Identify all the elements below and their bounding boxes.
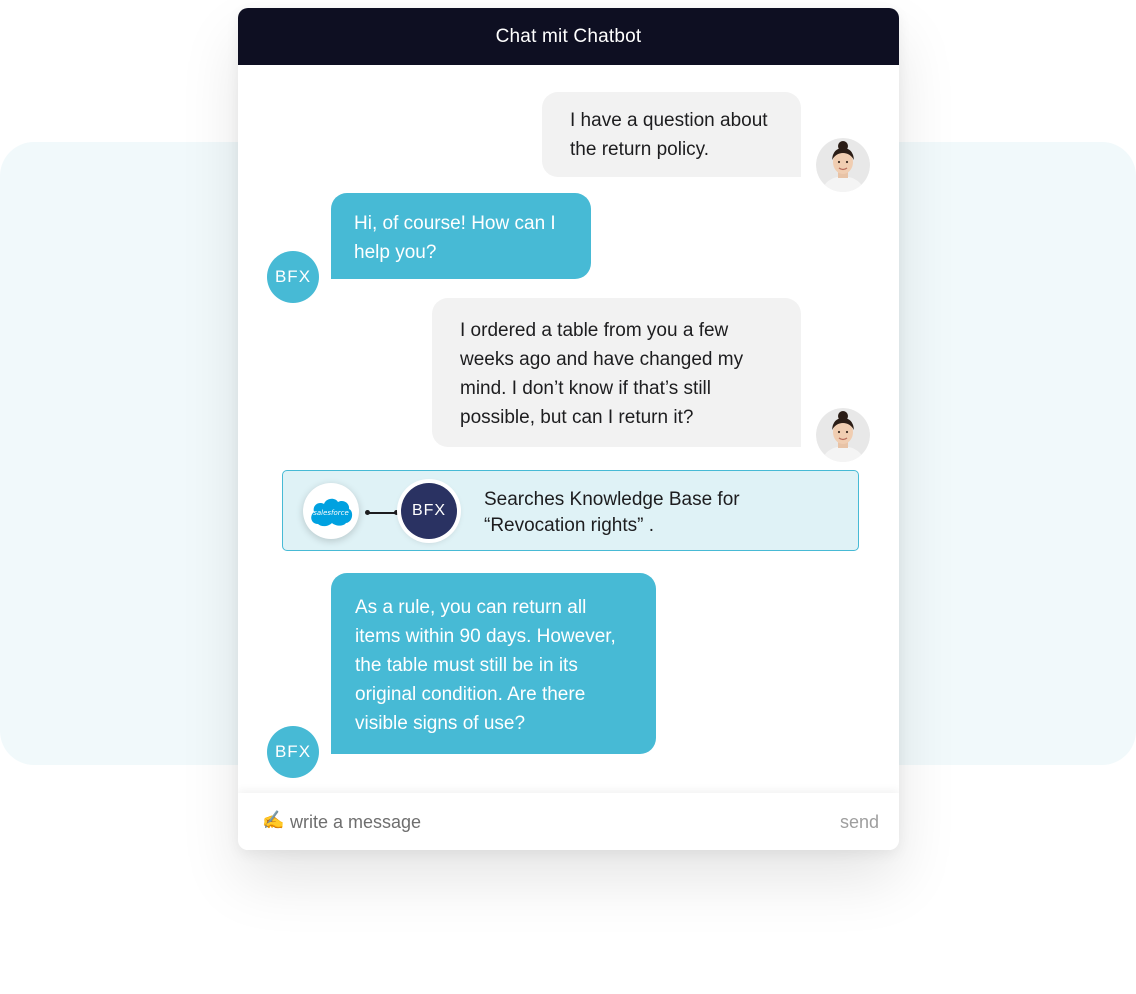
- send-button[interactable]: send: [840, 807, 879, 837]
- bot-message-bubble: [331, 573, 656, 754]
- user-message-bubble: [542, 92, 801, 177]
- user-avatar: [816, 138, 870, 192]
- bot-integration-badge: [401, 483, 457, 539]
- connector-line-icon: [367, 512, 397, 514]
- bot-avatar-label: BFX: [274, 267, 312, 286]
- user-avatar-icon: [816, 138, 870, 192]
- message-composer: [238, 793, 899, 850]
- chat-header: [238, 8, 899, 65]
- chat-title: Chat mit Chatbot: [495, 25, 642, 47]
- message-text: As a rule, you can return all items within 90 days. However, the table must still be in its original condition. Are there visible signs of use?: [355, 597, 616, 734]
- bot-avatar: [267, 726, 319, 778]
- knowledge-base-search-card: [282, 470, 859, 551]
- user-avatar-icon: [816, 408, 870, 462]
- salesforce-logo-icon: [308, 494, 354, 528]
- message-input[interactable]: [262, 807, 782, 837]
- bot-integration-label: BFX: [411, 502, 447, 519]
- chat-window: [238, 8, 899, 850]
- message-text: Hi, of course! How can I help you?: [354, 213, 556, 263]
- user-message-bubble: [432, 298, 801, 447]
- user-avatar: [816, 408, 870, 462]
- salesforce-badge: [303, 483, 359, 539]
- bot-avatar-label: BFX: [274, 742, 312, 761]
- bot-message-bubble: [331, 193, 591, 279]
- writing-hand-icon: ✍️: [262, 810, 285, 830]
- connector-dot: [394, 510, 399, 515]
- message-text: I ordered a table from you a few weeks ago and have changed my mind. I don’t know if that’s still possible, but can I return it?: [460, 320, 744, 428]
- search-action-text: Searches Knowledge Base for “Revocation rights” .: [484, 489, 740, 536]
- bot-avatar: [267, 251, 319, 303]
- salesforce-logo-text: salesforce: [313, 509, 349, 517]
- connector-dot: [365, 510, 370, 515]
- message-text: I have a question about the return policy.: [570, 110, 768, 160]
